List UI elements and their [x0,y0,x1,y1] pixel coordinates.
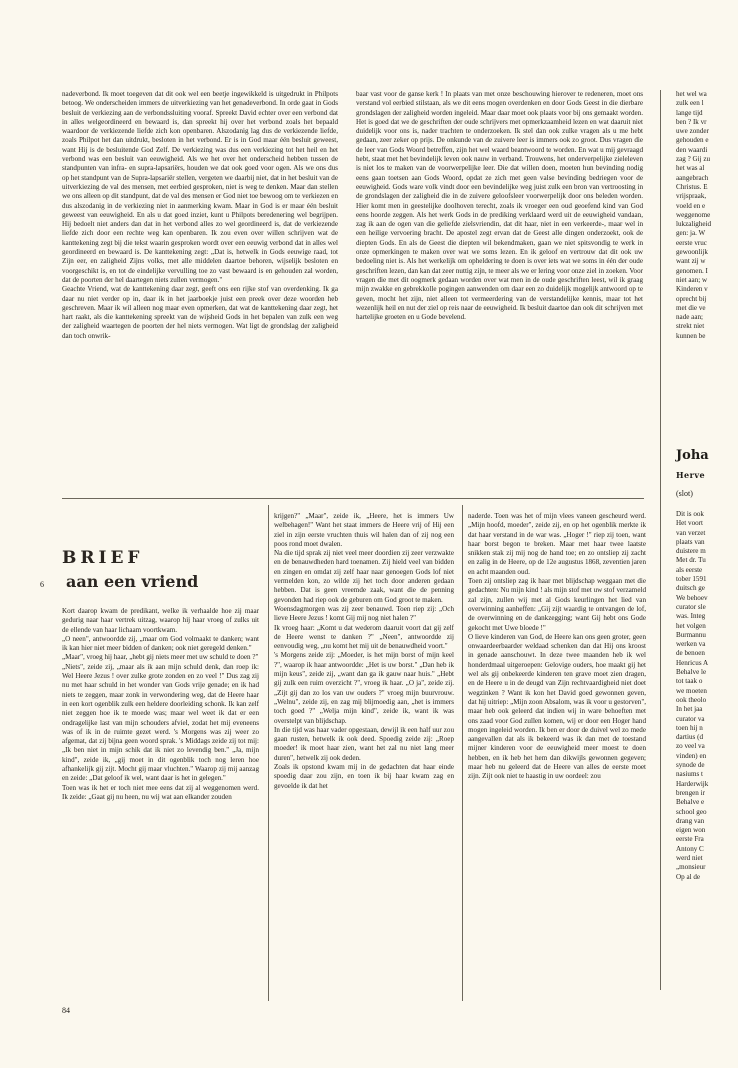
article-number: 6 [40,580,44,589]
column-rule [660,90,661,990]
article-col-3 [468,512,646,1002]
paragraph: Woensdagmorgen was zij zeer benauwd. Toen riep zij: „Och lieve Heere Jezus ! komt Gij mij nog niet halen ?" [274,604,454,623]
paragraph: „Maar", vroeg hij haar, „hebt gij niets meer met uw schuld te doen ?" [62,653,259,662]
paragraph: In die tijd was haar vader opgestaan, dewijl ik een half uur zou gaan rusten, hetwelk ik ook deed. Spoedig zeide zij: „Roep moeder! ik moet haar zien, want het zal nu niet lang meer duren", hetwelk zij ook deden. [274,725,454,762]
right-article-slot: (slot) [676,489,693,498]
paragraph: naderde. Toen was het of mijn vlees vaneen gescheurd werd. „Mijn hoofd, moeder", zeide zij, en op het ogenblik merkte ik dat haar verstand in de war was. „Hoger !" riep zij toen, want haar borst begon te breken. Maar met haar twee laatste snikken stak zij mij nog de hand toe; en zo ontsliep zij zacht en zalig in de Heere, op de 12e augustus 1868, zeventien jaren en acht maanden oud. [468,512,646,576]
paragraph: Kort daarop kwam de predikant, welke ik verhaalde hoe zij maar gedurig naar haar vertrek uitzag, waarop hij haar vroeg of zulks uit de ellende van haar lichaam voortkwam. [62,607,259,634]
column-rule [462,505,463,1001]
page-number: 84 [62,1006,70,1015]
paragraph: krijgen?" „Maar", zeide ik, „Heere, het is immers Uw welbehagen!" Want het staat immers de Heere vrij of Hij een ziel in zijn eerste vruchten thuis wil halen dan of zij nog een poos rond moet dwalen. [274,512,454,548]
paragraph: baar vast voor de ganse kerk ! In plaats van met onze beschouwing hierover te redeneren, moet ons verstand vol eerbied stilstaan, als we dit eens mogen overdenken en door Gods Geest in die dierbare grondslagen der zaligheid worden ingeleid. Maar daar moet ook plaats voor bij ons gemaakt worden. Het is goed dat we de geschriften der oude schrijvers met opmerkzaamheid lezen en wat daaruit niet duidelijk voor ons is, nader trachten te onderzoeken. Ik stel dan ook zulke vragen als u me hebt gedaan, zeer zeker op prijs. De onkunde van de zuivere leer is immers ook zo groot. Dus vragen die de leer van Gods Woord betreffen, zijn het wel waard beantwoord te worden. En wat u mij gevraagd hebt, staat met het bevindelijk leven ook nauw in verband. Trouwens, het onderverpelijke zieleleven is niet los te maken van de voorwerpelijke leer. Die dat willen doen, moeten hun bevinding nodig eens gaan toetsen aan Gods Woord, opdat ze zich met geen valse bevinding bedriegen voor de eeuwigheid. Gods ware volk vindt door een bevindelijke weg juist zulk een bron van vertroosting in de grondslagen der zaligheid die in de zuivere geloofsleer voorwerpelijk door ons beleden worden. Hier komt men in geestelijke doolhoven terecht, zoals ik vroeger een oud geoefend kind van God eens hoorde zeggen. Als het werk Gods in de prediking verklaard werd uit de eeuwigheid vandaan, zag ik aan de ogen van die geliefde zielsvriendin, dat dit haar, niet in een verkeerde-, maar wel in een heilige vervoering bracht. De apostel zegt ervan dat de Geest alle dingen onderzoekt, ook de diepten Gods. En als de Geest die diepten wil bekendmaken, gaan we niet spitsvondig te werk in onze opmerkingen te maken over wat we soms lezen. En ik geloof en vertrouw dat dit ook uw bedoeling niet is. Als het werkelijk om opheldering te doen is over iets wat we soms in één der oude geschriften lezen, dan kan dat zeer nuttig zijn, te meer als we er lering voor onze ziel in zoeken. Voor vragen die met dit oogmerk gedaan worden over wat men in de oude geschriften leest, wil ik graag mijn zwakke en gebrekkolle pogingen aanwenden om daar een zo duidelijk mogelijk antwoord op te geven, mocht het zijn, niet alleen tot vermeerdering van de verstandelijke kennis, maar tot het wezenlijk heil en nut der ziel op reis naar de eeuwigheid. Ik besluit daartoe dan ook dit schrijven met hartelijke groeten en u Gode bevelend. [356,90,643,322]
article-col-1 [62,607,259,997]
right-article-title: Joha [676,448,709,463]
paragraph: Toen was ik het er toch niet mee eens dat zij al weggenomen werd. Ik zeide: „Gaat gij nu heen, nu wij wat aan elkander zouden [62,783,259,801]
right-article-subtitle: Herve [676,470,706,480]
paragraph: O lieve kinderen van God, de Heere kan ons geen groter, geen onwaardeerbaarder weldaad schenken dan dat Hij ons kroost in genade aanschouwt. In deze twee maanden heb ik wel honderdmaal uitgeroepen: Gelovige ouders, hoe maakt gij het wel als gij onbekeerde kinderen ten grave moet zien dragen, en de Heere u in de deugd van Zijn rechtvaardigheid niet doet wegzinken ? Want ik kon het David goed gewonnen geven, dat hij uitriep: „Mijn zoon Absalom, was ik voor u gestorven", maar heb ook geleerd dat indien wij in ware behoeften met ons zaad voor God zullen komen, wij er door een Hoger hand mogen ingeleid worden. Ik ben er door de duivel wel zo mede aangevallen dat als ik bekeerd was ik dan met de toestand mijner kinderen voor de eeuwigheid meer moest te doen hebben, en ik heb het hem dan dikwijls gewonnen gegeven; maar heb nu geleerd dat de Heere van alles de eerste moet zijn. Zijt ook niet te haastig in uw oordeel: zou [468,632,646,781]
article-heading [40,548,262,591]
paragraph: Toen zij ontsliep zag ik haar met blijdschap weggaan met die gedachten: Nu mijn kind ! als mijn stof met uw stof verzameld zal zijn, zullen wij met al Gods keurlingen het lied van overwinning aanheffen: „Gij zijt waardig te ontvangen de lof, de overwinning en de dankzegging; want Gij hebt ons Gode gekocht met Uwe bloede !" [468,577,646,632]
column-rule [268,505,269,1001]
article-title: BRIEF [62,548,144,568]
right-fragments-top: het wel wa zulk een l lange tijd ben ? Ik vr uwe zonder gehouden e den waardi zag ? Gij zu het was al aangebrach Christus. E vrijspraak, voeld en e weggenome lukzaligheid gen: ja. W eerste vruc gewoonlijk want zij w genomen. I niet aan; w Kinderen v oprecht bij met die ve nade aan; strekt niet kunnen be [676,90,712,340]
paragraph: Zoals ik opstond kwam mij in de gedachten dat haar einde spoedig daar zou zijn, en toen ik bij haar kwam zag en gevoelde ik dat het [274,763,454,790]
article-col-2 [274,512,454,1002]
paragraph: Ik vroeg haar: „Komt u dat wederom daaruit voort dat gij zelf de Heere wenst te danken ?" „Neen", antwoordde zij eenvoudig weg, „nu komt het mij uit de benauwdheid voort." [274,623,454,651]
paragraph: Na die tijd sprak zij niet veel meer doordien zij zeer verzwakte en de benauwdheden hard toenamen. Zij hield veel van bidden en zingen en omdat zij zelf haar naar genoegen Gods lof niet vermelden kon, zo wilde zij het toch door anderen gedaan hebben. Dat is geen vreemde zaak, want die de penning gevonden had riep ook de geburen om God groot te maken. [274,549,454,604]
paragraph: Geachte Vriend, wat de kanttekening daar zegt, geeft ons een rijke stof van overdenking. Ik ga daar nu niet verder op in, daar ik in het jaarboekje juist een preek over deze woorden heb geschreven. Maar ik wil alleen nog maar even opmerken, dat wat de kanttekening daar zegt, het hart raakt, als die kanttekening spreekt van de wijsheid Gods in het bepalen van zulk een weg der zaligheid waartegen de poorten der hel niets vermogen. Wat ligt de grondslag der zaligheid dan toch onwrik- [62,285,338,340]
paragraph: „O neen", antwoordde zij, „maar om God volmaakt te danken; want ik kan hier niet meer bidden of danken; ook niet geregeld denken." [62,634,259,653]
paragraph: 's Morgens zeide zij: „Moeder, is het mijn borst of mijn keel ?", waarop ik haar antwoordde: „Het is uw borst." „Dan heb ik mijn keus", zeide zij, „want dan ga ik gauw naar huis." „Hebt gij zulk een ruim overzicht ?", vroeg ik haar. „O ja", zeide zij. „Zijt gij dan zo los van uw ouders ?" vroeg mijn buurvrouw. „Welnu", zeide zij, en zag mij blijmoedig aan, „het is immers toch goed ?" „Welja mijn kind", zeide ik, want ik was overstelpt van blijdschap. [274,651,454,725]
top-col-1 [62,90,338,480]
article-subtitle: aan een vriend [66,572,199,591]
paragraph: nadeverbond. Ik moet toegeven dat dit ook wel een beetje ingewikkeld is uitgedrukt in Philpots betoog. We onderscheiden immers de uitverkiezing van het genadeverbond. In orde gaat in Gods besluit de verkiezing aan de verbondssluiting vooraf. Spreekt David echter over een verbond dat in alles welgeordineerd en bewaard is, dan spreekt hij over het verbond zoals het bepaald waardoor de verkiezende liefde zich kon openbaren. Alszodanig lag dus de verkiezende liefde, zoals Philpot het dan uitdrukt, besloten in het verbond. Er is in God maar één besluit geweest, want Hij is de besluitende God Zelf. De verkiezing was dus een verkiezing tot het heil en het verbond was een besluit van eeuwigheid. Als we het over het onderscheid hebben tussen de standpunten van infra- en supra-lapsariërs, houden we dat ook goed voor ogen. Als we ons dus op het standpunt van de Supra-lapsariër stellen, vergeten we daarbij niet, dat in het besluit van de uitverkiezing de val des mensen, met eerbied gesproken, niet is weg te denken. Maar dan stellen we ons alleen op dit standpunt, dat de val des mensen er God niet toe bewoog om te verkiezen en dus alszodanig in de verkiezing niet in aanmerking kwam. Maar in God is er maar één besluit geweest van eeuwigheid. En als u dat goed inziet, kunt u Philpots beredenering wel begrijpen. Hij bedoelt niet anders dan dat in het verbond alles zo wel geordineerd is, dat de verkiezende liefde zich door een rechte weg kan openbaren. Ik zou even over willen schrijven wat de kanttekening zegt bij die tekst waarin gesproken wordt over een eeuwig verbond dat in alles wel geordineerd en bewaard is. De kanttekening zegt: „Dat is, hetwelk in Gods eeuwige raad, tot Zijn eer, en zaligheid Zijns volks, met alle middelen daartoe behoren, wijselijk besloten en voorgeschikt is, en tot de eindelijke vervulling toe zo vast bewaard is en gehouden zal worden, dat de poorten der hel daartegen niets zullen vermogen." [62,90,338,284]
top-col-2 [356,90,643,480]
section-divider [62,498,644,499]
paragraph: „Niets", zeide zij, „maar als ik aan mijn schuld denk, dan roep ik: Wel Heere Jezus ! over zulke grote zonden en zo veel !" Dus zag zij nu met haar schuld in het wonder van Gods vrije genade; en ik had niets te zeggen, maar zonk in verwondering weg, dat de Heere haar in een kort ogenblik zulk een heldere doorleiding schonk. Ik kan zelf niet zeggen hoe ik te moede was; maar wel weet ik dat er een ondragelijke last van mijn schouders afviel, zodat het mij eveneens was of ik in de ruimte gezet werd. 's Morgens was zij weer zo afgemat, dat zij bijna geen woord sprak. 's Middags zeide zij tot mij: „Ik ben niet in mijn schik dat ik niet zo levendig ben." „Ja, mijn kind", zeide ik, „gij moet in dit ogenblik toch nog leren hoe afhankelijk gij zijt. Mocht gij maar vluchten." Waarop zij mij aanzag en zeide: „Dat geloof ik wel, want daar is het in gelegen." [62,662,259,783]
right-fragments-bottom: Dit is ook Het voort van verzet plaats van duistere m Met dr. Tu als eerste tober 1591 duitsch ge We behoev curator sle was. Integ het volgen Burmannu werken va de benoen Henricus A Behalve le tot taak o we moeten ook theolo In het jaa curator va toen hij n dartius (d zo veel va vinden) en synode de nasiums t Harderwijk brengen ir Behalve e school geo drang van eigen won eerste Fra Antony C werd niet „monsieur Op al de [676,510,709,881]
